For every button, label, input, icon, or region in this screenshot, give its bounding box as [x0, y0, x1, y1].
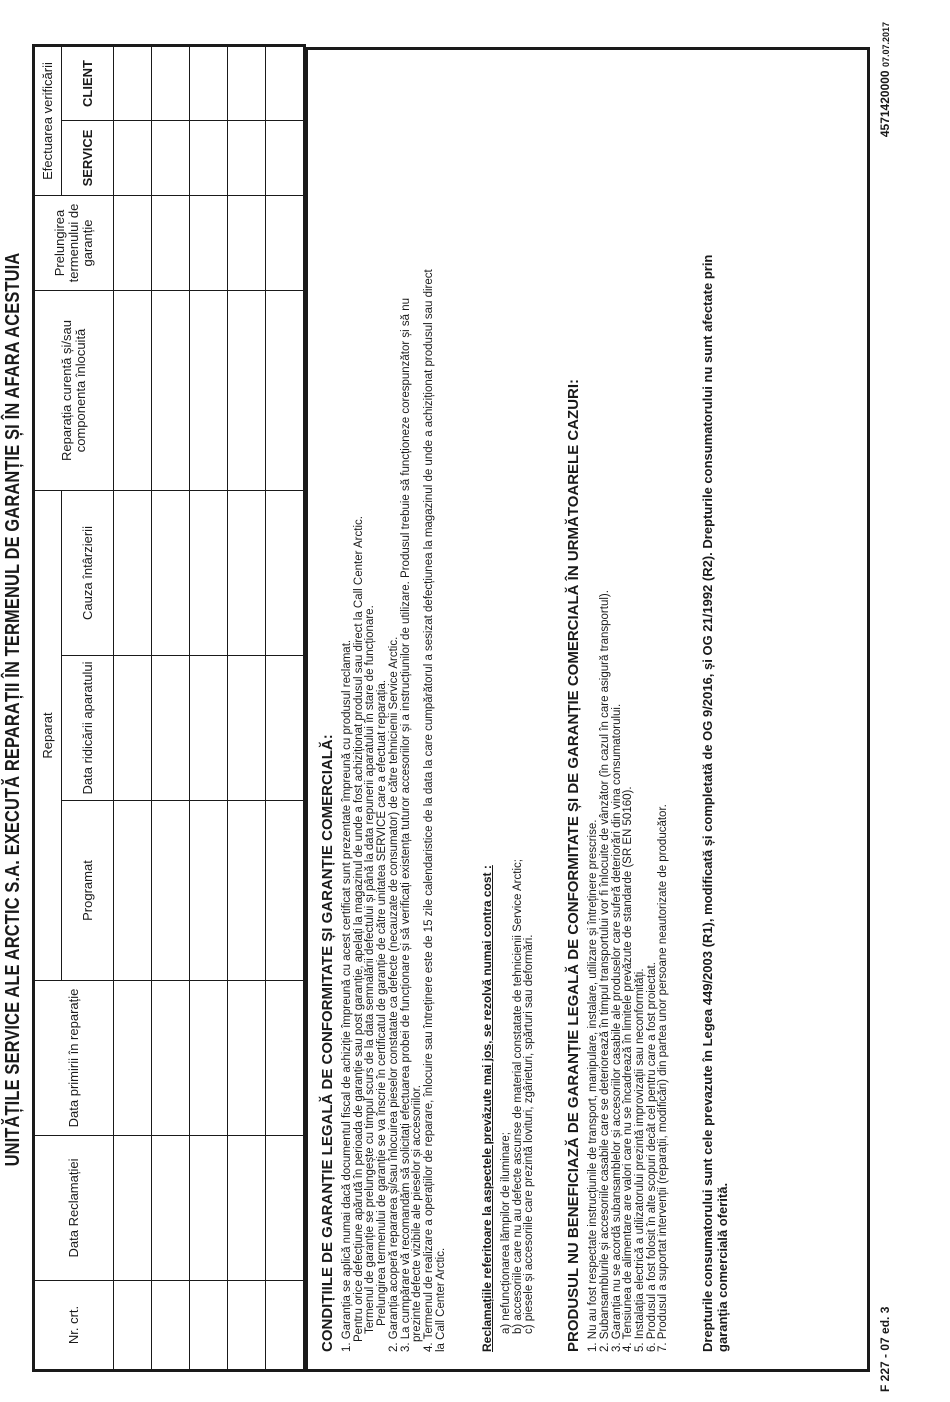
section2-heading: Reclamațiile referitoare la aspectele prevăzute mai jos, se rezolvă numai contra cost : — [480, 865, 495, 1352]
s3-line: 7. Produsul a suportat intervenții (reparații, modificări) din partea unor persoane neautorizate de producător. — [657, 804, 670, 1352]
s2-line: c) piesele și accesoriile care prezintă lovituri, zgârieturi, spărturi sau deformări. — [523, 934, 536, 1334]
table-row — [152, 46, 190, 1371]
doc-date: 07.07.2017 — [881, 22, 891, 68]
doc-code — [878, 22, 892, 137]
s1-line: prezinte defecte vizibile ale pieselor și accesoriilor. — [411, 1085, 424, 1342]
service-table — [32, 44, 306, 1372]
col-cauza: Cauza întârzierii — [62, 491, 114, 656]
col-data-ridicarii: Data ridicării aparatului — [62, 656, 114, 801]
col-data-reclamatiei: Data Reclamației — [34, 1136, 114, 1281]
doc-number: 4571420000 — [878, 70, 892, 138]
col-data-primirii: Data primirii în reparație — [34, 981, 114, 1136]
col-client: CLIENT — [62, 46, 114, 121]
s1-line: 4. Termenul de realizare a operațiilor de reparare, înlocuire sau întreținere este de 15 zile calendaristice de la data la care cumpărătorul a sesizat defecțiunea la magazinul de unde a achiziționat produsul sau direct — [422, 269, 435, 1352]
group-efectuarea: Efectuarea verificării — [34, 46, 62, 196]
form-code: F 227 - 07 ed. 3 — [878, 1306, 892, 1392]
conditions-content — [320, 52, 730, 1352]
col-programat: Programat — [62, 801, 114, 981]
s1-line: Termenul de garanție se prelungește cu timpul scurs de la data semnalării defectului și până la data repunerii aparatului în stare de funcționare. — [364, 605, 377, 1334]
s3-line: 3. Garanția nu se acordă subansamblelor și accesoriilor casabile ale produselor care suferă deteriorări din vina consumatorului. — [610, 703, 623, 1352]
s2-line: a) nefuncționarea lămpilor de iluminare; — [500, 1132, 513, 1334]
s3-line: 5. Instalația electrică a utilizatorului prezintă improvizații sau neconformități. — [633, 968, 646, 1352]
s1-line: 2. Garanția acoperă repararea și/sau înlocuirea pieselor constatate ca defecte (necauzate de consumator) de către tehnicienii Service Arctic. — [387, 636, 400, 1352]
s3-line: 4. Tensiunea de alimentare are valori care nu se încadrează în limitele prevăzute de standarde (SR EN 50160). — [622, 786, 635, 1352]
s1-line: 3. La cumpărare vă recomandăm să solicitați efectuarea probei de funcționare și să verificați existența tuturor accesoriilor și a instrucțiunilor de utilizare. Produsul trebuie să funcționeze corespunzător și să nu — [399, 297, 412, 1352]
section3-heading: PRODUSUL NU BENEFICIAZĂ DE GARANȚIE LEGALĂ DE CONFORMITATE ȘI DE GARANȚIE COMERCIALĂ ÎN URMĂTOARELE CAZURI: — [565, 378, 583, 1352]
s3-line: 6. Produsul a fost folosit în alte scopuri decât cel pentru care a fost proiectat. — [645, 962, 658, 1352]
s3-line: 1. Nu au fost respectate instrucțiunile de transport, manipulare, instalare, utilizare și întreținere prescrise. — [587, 819, 600, 1352]
s1-line: 1. Garanția se aplică numai dacă documentul fiscal de achiziție împreună cu acest certificat sunt prezentate împreună cu produsul reclamat. — [341, 639, 353, 1352]
col-service: SERVICE — [62, 121, 114, 196]
col-reparatia: Reparația curentă și/sau componenta înlocuită — [34, 291, 114, 491]
rights-line-2: garanția comercială oferită. — [715, 1182, 731, 1352]
s1-line: la Call Center Arctic. — [434, 1247, 447, 1352]
s3-line: 2. Subansamblurile și accesoriile casabile care se deteriorează în timpul transportului vor fi înlocuite de vânzător (în cazul în care asigură transportul). — [598, 590, 611, 1352]
rights-line-1: Drepturile consumatorului sunt cele prevazute în Legea 449/2003 (R1), modificată și completată de OG 9/2016, și OG 21/1992 (R2). Drepturile consumatorului nu sunt afectate prin — [700, 254, 716, 1352]
table-row — [228, 46, 266, 1371]
table-row — [114, 46, 152, 1371]
col-nr: Nr. crt. — [34, 1281, 114, 1371]
s2-line: b) accesoriile care nu au defecte ascunse de material constatate de tehnicienii Service Arctic; — [511, 859, 524, 1334]
table-row — [266, 46, 305, 1371]
col-prelungirea: Prelungirea termenului de garanție — [34, 196, 114, 291]
section1-heading: CONDIȚIILE DE GARANȚIE LEGALĂ DE CONFORMITATE ȘI GARANȚIE COMERCIALĂ: — [319, 734, 336, 1352]
page-title: UNITĂȚILE SERVICE ALE ARCTIC S.A. EXECUTĂ REPARAȚII ÎN TERMENUL DE GARANȚIE ȘI ÎN AFARA ACESTUIA — [2, 252, 24, 1167]
group-reparat: Reparat — [34, 491, 62, 981]
s1-line: Prelungirea termenului de garanție se va înscrie în certificatul de garanție de către unitatea SERVICE care a efectuat reparația. — [376, 679, 389, 1326]
table-row — [190, 46, 228, 1371]
s1-line: Pentru orice defecțiune apărută în perioada de garanție sau post garanție, apelați la magazinul de unde a fost achiziționat produsul sau direct la Call Center Arctic. — [352, 516, 365, 1342]
